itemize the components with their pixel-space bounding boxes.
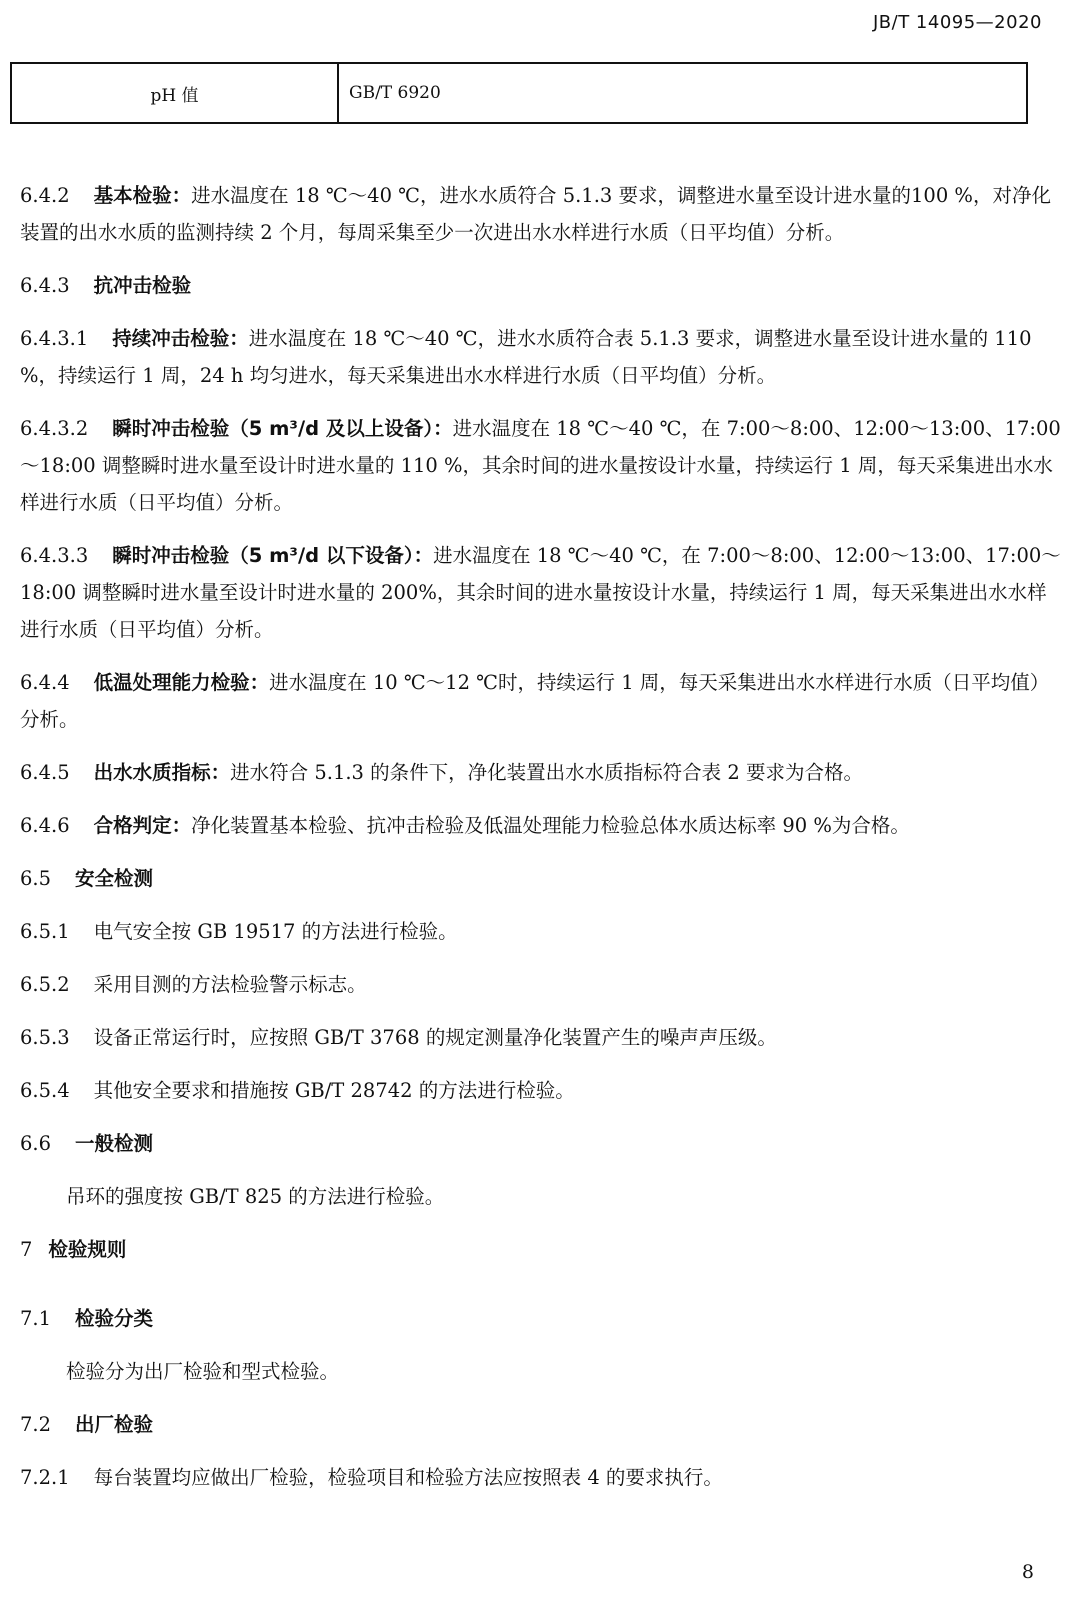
clause-text: 进水温度在 18 ℃～40 ℃，进水水质符合 5.1.3 要求，调整进水量至设计进水量的100 %，对净化装置的出水水质的监测持续 2 个月，每周采集至少一次进出水水样进行水质（日平均值）分析。 xyxy=(20,184,1051,244)
clause-title: 出水水质指标： xyxy=(93,761,231,784)
clause-text: 采用目测的方法检验警示标志。 xyxy=(93,973,367,996)
clause-number: 7.2 xyxy=(20,1413,52,1436)
clause-text: 进水温度在 10 ℃～12 ℃时，持续运行 1 周，每天采集进出水水样进行水质（日平均值）分析。 xyxy=(20,671,1050,731)
clause-text: 进水温度在 18 ℃～40 ℃，进水水质符合表 5.1.3 要求，调整进水量至设计进水量的 110 %，持续运行 1 周，24 h 均匀进水，每天采集进出水水样进行水质（日平均值）分析。 xyxy=(20,327,1032,387)
clause-number: 6.4.6 xyxy=(20,814,70,837)
clause-number: 6.5.3 xyxy=(20,1026,70,1049)
document-body xyxy=(20,177,1065,1512)
clause-number: 6.6 xyxy=(20,1132,52,1155)
clause-number: 6.5 xyxy=(20,867,52,890)
clause-text: 每台装置均应做出厂检验，检验项目和检验方法应按照表 4 的要求执行。 xyxy=(93,1466,723,1489)
clause-title: 合格判定： xyxy=(93,814,192,837)
clause-number: 6.4.3 xyxy=(20,274,70,297)
clause-7-1 xyxy=(20,1300,1065,1337)
clause-6-6-text: 吊环的强度按 GB/T 825 的方法进行检验。 xyxy=(66,1185,445,1208)
clause-number: 7.2.1 xyxy=(20,1466,70,1489)
clause-6-5-2 xyxy=(20,966,1065,1003)
clause-text: 净化装置基本检验、抗冲击检验及低温处理能力检验总体水质达标率 90 %为合格。 xyxy=(191,814,910,837)
document-number: JB/T 14095—2020 xyxy=(872,12,1042,33)
clause-6-5-4 xyxy=(20,1072,1065,1109)
chapter-title: 检验规则 xyxy=(48,1238,127,1261)
clause-6-5-1 xyxy=(20,913,1065,950)
page-number: 8 xyxy=(1021,1561,1034,1583)
table-row xyxy=(11,63,1027,123)
clause-text: 进水温度在 18 ℃～40 ℃，在 7:00～8:00、12:00～13:00、17:00～18:00 调整瞬时进水量至设计时进水量的 110 %，其余时间的进水量按设计水量，持续运行 1 周，每天采集进出水水样进行水质（日平均值）分析。 xyxy=(20,417,1061,514)
clause-title: 出厂检验 xyxy=(75,1413,154,1436)
clause-6-5-3 xyxy=(20,1019,1065,1056)
clause-6-4-3-3 xyxy=(20,537,1065,648)
clause-title: 持续冲击检验： xyxy=(112,327,249,350)
chapter-number: 7 xyxy=(20,1238,33,1261)
clause-6-4-3-1 xyxy=(20,320,1065,394)
clause-7-1-text: 检验分为出厂检验和型式检验。 xyxy=(66,1360,340,1383)
clause-number: 6.5.1 xyxy=(20,920,70,943)
clause-title: 抗冲击检验 xyxy=(93,274,192,297)
clause-6-4-6 xyxy=(20,807,1065,844)
clause-6-4-5 xyxy=(20,754,1065,791)
clause-text: 其他安全要求和措施按 GB/T 28742 的方法进行检验。 xyxy=(93,1079,575,1102)
clause-number: 6.4.3.1 xyxy=(20,327,89,350)
clause-title: 瞬时冲击检验（5 m³/d 以下设备）： xyxy=(112,544,434,567)
clause-7-2-1 xyxy=(20,1459,1065,1496)
table-cell-item: pH 值 xyxy=(11,63,338,123)
clause-number: 7.1 xyxy=(20,1307,52,1330)
clause-number: 6.4.2 xyxy=(20,184,70,207)
clause-6-5 xyxy=(20,860,1065,897)
clause-6-4-3 xyxy=(20,267,1065,304)
clause-title: 低温处理能力检验： xyxy=(93,671,270,694)
table-cell-method: GB/T 6920 xyxy=(338,63,1027,123)
chapter-7-heading xyxy=(20,1231,1065,1268)
clause-6-4-2 xyxy=(20,177,1065,251)
clause-7-2 xyxy=(20,1406,1065,1443)
clause-6-4-4 xyxy=(20,664,1065,738)
test-method-table xyxy=(10,62,1028,124)
clause-title: 基本检验： xyxy=(93,184,192,207)
clause-number: 6.4.4 xyxy=(20,671,70,694)
clause-title: 瞬时冲击检验（5 m³/d 及以上设备）： xyxy=(112,417,453,440)
clause-text: 进水温度在 18 ℃～40 ℃，在 7:00～8:00、12:00～13:00、17:00～18:00 调整瞬时进水量至设计时进水量的 200%，其余时间的进水量按设计水量，持续运行 1 周，每天采集进出水水样进行水质（日平均值）分析。 xyxy=(20,544,1061,641)
clause-text: 电气安全按 GB 19517 的方法进行检验。 xyxy=(93,920,458,943)
clause-text: 设备正常运行时，应按照 GB/T 3768 的规定测量净化装置产生的噪声声压级。 xyxy=(93,1026,777,1049)
clause-6-4-3-2 xyxy=(20,410,1065,521)
clause-6-6 xyxy=(20,1125,1065,1162)
clause-title: 安全检测 xyxy=(75,867,154,890)
clause-number: 6.4.3.2 xyxy=(20,417,89,440)
clause-text: 进水符合 5.1.3 的条件下，净化装置出水水质指标符合表 2 要求为合格。 xyxy=(230,761,863,784)
clause-number: 6.5.2 xyxy=(20,973,70,996)
clause-title: 检验分类 xyxy=(75,1307,154,1330)
clause-number: 6.4.3.3 xyxy=(20,544,89,567)
clause-number: 6.4.5 xyxy=(20,761,70,784)
clause-title: 一般检测 xyxy=(75,1132,154,1155)
clause-number: 6.5.4 xyxy=(20,1079,70,1102)
